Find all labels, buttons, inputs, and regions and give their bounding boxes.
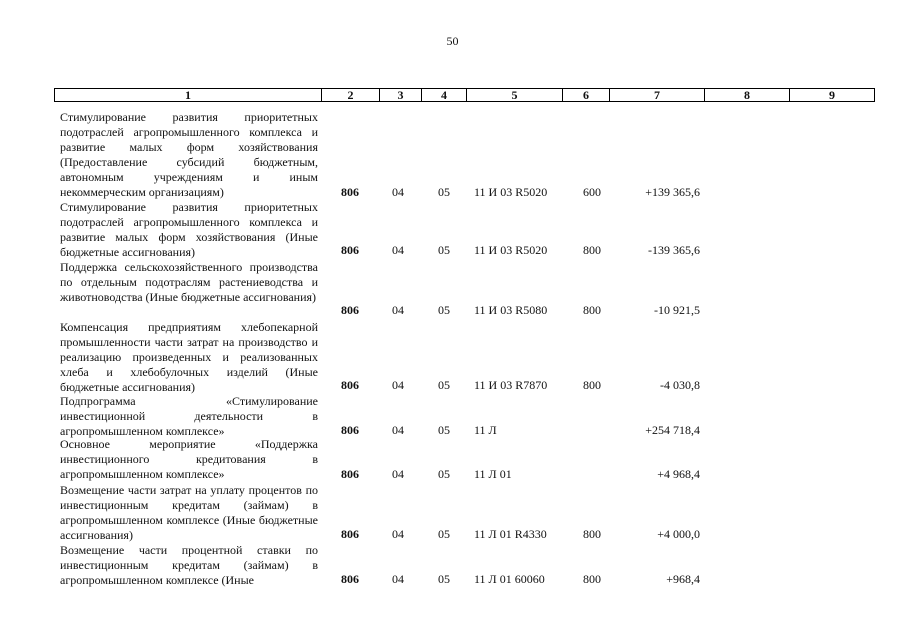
row-col-4: 05 xyxy=(438,423,450,437)
header-col-3: 3 xyxy=(380,89,422,102)
row-col-2: 806 xyxy=(341,303,359,317)
header-col-5: 5 xyxy=(467,89,563,102)
row-col-5: 11 Л 01 xyxy=(474,467,512,481)
row-col-5: 11 И 03 R5020 xyxy=(474,243,548,257)
header-col-6: 6 xyxy=(563,89,610,102)
table-row xyxy=(0,437,905,482)
row-col-7: -139 365,6 xyxy=(648,243,700,257)
table-row xyxy=(0,110,905,200)
row-col-3: 04 xyxy=(392,303,404,317)
row-col-5: 11 Л 01 R4330 xyxy=(474,527,547,541)
row-col-6: 800 xyxy=(583,378,601,392)
header-col-1: 1 xyxy=(55,89,322,102)
row-col-7: -4 030,8 xyxy=(660,378,700,392)
row-col-3: 04 xyxy=(392,467,404,481)
row-col-7: -10 921,5 xyxy=(654,303,700,317)
row-col-5: 11 Л 01 60060 xyxy=(474,572,545,586)
row-col-2: 806 xyxy=(341,572,359,586)
row-col-4: 05 xyxy=(438,572,450,586)
row-col-6: 800 xyxy=(583,527,601,541)
header-col-9: 9 xyxy=(790,89,875,102)
table-row xyxy=(0,543,905,588)
row-col-2: 806 xyxy=(341,243,359,257)
row-col-3: 04 xyxy=(392,527,404,541)
row-description: Поддержка сельскохозяйственного производства по отдельным подотраслям растениеводства и животноводства (Иные бюджетные ассигнования) xyxy=(60,260,318,304)
row-col-4: 05 xyxy=(438,185,450,199)
table-row xyxy=(0,200,905,260)
row-description: Возмещение части затрат на уплату процентов по инвестиционным кредитам (займам) в агропромышленном комплексе (Иные бюджетные ассигнования) xyxy=(60,483,318,542)
row-col-2: 806 xyxy=(341,423,359,437)
row-col-2: 806 xyxy=(341,185,359,199)
row-col-7: +254 718,4 xyxy=(645,423,700,437)
table-row xyxy=(0,483,905,543)
row-description: Подпрограмма «Стимулирование инвестиционной деятельности в агропромышленном комплексе» xyxy=(60,394,318,438)
row-col-4: 05 xyxy=(438,467,450,481)
row-description: Возмещение части процентной ставки по инвестиционным кредитам (займам) в агропромышленном комплексе (Иные xyxy=(60,543,318,587)
row-col-5: 11 Л xyxy=(474,423,497,437)
row-col-3: 04 xyxy=(392,243,404,257)
row-col-2: 806 xyxy=(341,378,359,392)
row-description: Компенсация предприятиям хлебопекарной промышленности части затрат на производство и реализацию произведенных и реализованных хлеба и хлебобулочных изделий (Иные бюджетные ассигнования) xyxy=(60,320,318,394)
row-col-2: 806 xyxy=(341,527,359,541)
row-col-6: 800 xyxy=(583,243,601,257)
row-col-5: 11 И 03 R7870 xyxy=(474,378,548,392)
table-row xyxy=(0,260,905,320)
row-col-5: 11 И 03 R5020 xyxy=(474,185,548,199)
row-col-7: +4 968,4 xyxy=(657,467,700,481)
table-row xyxy=(0,394,905,439)
row-col-3: 04 xyxy=(392,423,404,437)
row-description: Стимулирование развития приоритетных подотраслей агропромышленного комплекса и развитие малых форм хозяйствования (Иные бюджетные ассигнования) xyxy=(60,200,318,259)
row-col-3: 04 xyxy=(392,572,404,586)
row-col-7: +139 365,6 xyxy=(645,185,700,199)
page-number: 50 xyxy=(446,34,459,48)
row-description: Основное мероприятие «Поддержка инвестиционного кредитования в агропромышленном комплексе» xyxy=(60,437,318,481)
header-col-2: 2 xyxy=(322,89,380,102)
row-col-4: 05 xyxy=(438,243,450,257)
row-col-4: 05 xyxy=(438,527,450,541)
row-col-5: 11 И 03 R5080 xyxy=(474,303,548,317)
row-col-4: 05 xyxy=(438,303,450,317)
row-col-7: +968,4 xyxy=(666,572,700,586)
row-col-3: 04 xyxy=(392,185,404,199)
row-col-3: 04 xyxy=(392,378,404,392)
header-col-7: 7 xyxy=(610,89,705,102)
table-row xyxy=(0,320,905,395)
row-col-7: +4 000,0 xyxy=(657,527,700,541)
row-col-6: 800 xyxy=(583,572,601,586)
row-col-4: 05 xyxy=(438,378,450,392)
header-col-8: 8 xyxy=(705,89,790,102)
column-header-table xyxy=(54,88,875,102)
row-col-2: 806 xyxy=(341,467,359,481)
row-col-6: 800 xyxy=(583,303,601,317)
row-description: Стимулирование развития приоритетных подотраслей агропромышленного комплекса и развитие малых форм хозяйствования (Предоставление субсидий бюджетным, автономным учреждениям и иным некоммерческим организациям) xyxy=(60,110,318,199)
header-col-4: 4 xyxy=(422,89,467,102)
row-col-6: 600 xyxy=(583,185,601,199)
